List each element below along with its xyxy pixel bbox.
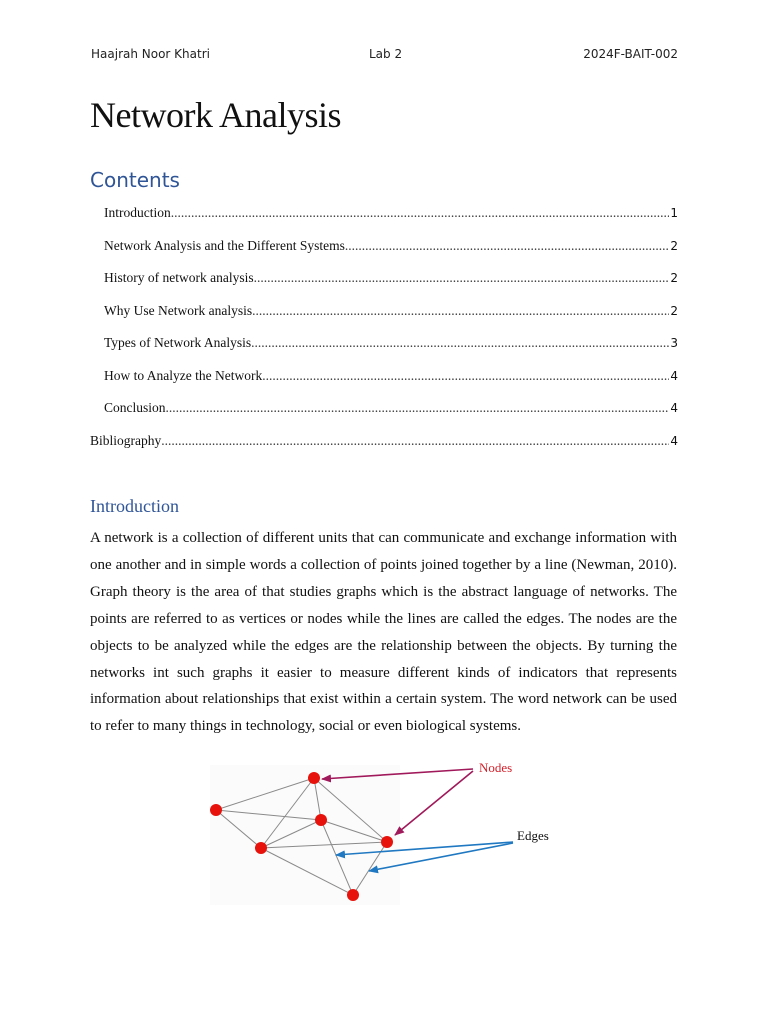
toc-heading: Contents: [90, 168, 180, 192]
toc-entry-conclusion[interactable]: [90, 400, 678, 433]
toc-entry-text: How to Analyze the Network: [104, 367, 263, 383]
toc-leader: [254, 270, 670, 286]
toc-page-number: 2: [670, 303, 678, 318]
toc-page-number: 1: [670, 206, 678, 220]
introduction-paragraph: A network is a collection of different units that can communicate and exchange information with one another and in simple words a collection of points joined together by a line (Newman, 2010). Graph theory is the area of that studies graphs which is the abstract language of networks. The points are referred to as vertices or nodes while the lines are called the edges. The nodes are the objects to be analyzed while the edges are the relationship between the objects. By turning the networks int such graphs it easier to measure different kinds of indicators that represents information about relationships that exist within a certain system. The word network can be used to refer to many things in technology, social or even biological systems.: [90, 530, 677, 735]
graph-node: [381, 836, 393, 848]
toc-entry-why-use[interactable]: [90, 303, 678, 336]
toc-page-number: 4: [670, 401, 678, 415]
toc-leader: [252, 303, 669, 319]
nodes-label: Nodes: [479, 760, 513, 775]
toc-page-number: 2: [670, 271, 678, 285]
toc-page-number: 4: [670, 368, 678, 383]
toc-entry-text: History of network analysis: [104, 270, 254, 285]
toc-entry-text: Types of Network Analysis: [104, 335, 252, 350]
toc-entry-bibliography[interactable]: [90, 433, 678, 466]
graph-node: [210, 804, 222, 816]
toc-leader: [262, 368, 669, 384]
network-graph: [205, 755, 565, 905]
toc-entry-text: Conclusion: [104, 400, 166, 415]
toc-entry-introduction[interactable]: [90, 205, 678, 238]
toc-entry-text: Why Use Network analysis: [104, 302, 253, 318]
graph-node: [347, 889, 359, 901]
toc-entry-network-analysis-systems[interactable]: [90, 238, 678, 271]
toc-entry-text: Network Analysis and the Different Systems: [104, 237, 345, 253]
page-header: [91, 47, 678, 65]
toc-entry-text: Bibliography: [90, 432, 162, 448]
table-of-contents: [90, 205, 678, 465]
figure-background: [210, 765, 400, 905]
header-lab: Lab 2: [369, 47, 403, 61]
toc-entry-how-to-analyze[interactable]: [90, 368, 678, 401]
toc-leader: [161, 433, 669, 449]
toc-entry-types[interactable]: [90, 335, 678, 368]
graph-node: [308, 772, 320, 784]
toc-leader: [166, 400, 670, 416]
introduction-heading: Introduction: [90, 496, 179, 516]
toc-page-number: 4: [670, 433, 678, 448]
toc-entry-history[interactable]: [90, 270, 678, 303]
toc-page-number: 3: [670, 336, 678, 350]
graph-node: [315, 814, 327, 826]
header-author: Haajrah Noor Khatri: [91, 47, 210, 61]
toc-leader: [345, 238, 670, 254]
toc-leader: [251, 335, 669, 351]
toc-page-number: 2: [670, 238, 678, 253]
toc-leader: [171, 205, 670, 221]
document-title: Network Analysis: [90, 95, 341, 135]
network-figure: [205, 755, 565, 905]
nodes-arrow: [395, 771, 473, 835]
header-id: 2024F-BAIT-002: [583, 47, 678, 61]
toc-entry-text: Introduction: [104, 205, 171, 220]
graph-node: [255, 842, 267, 854]
edges-label: Edges: [517, 828, 549, 843]
